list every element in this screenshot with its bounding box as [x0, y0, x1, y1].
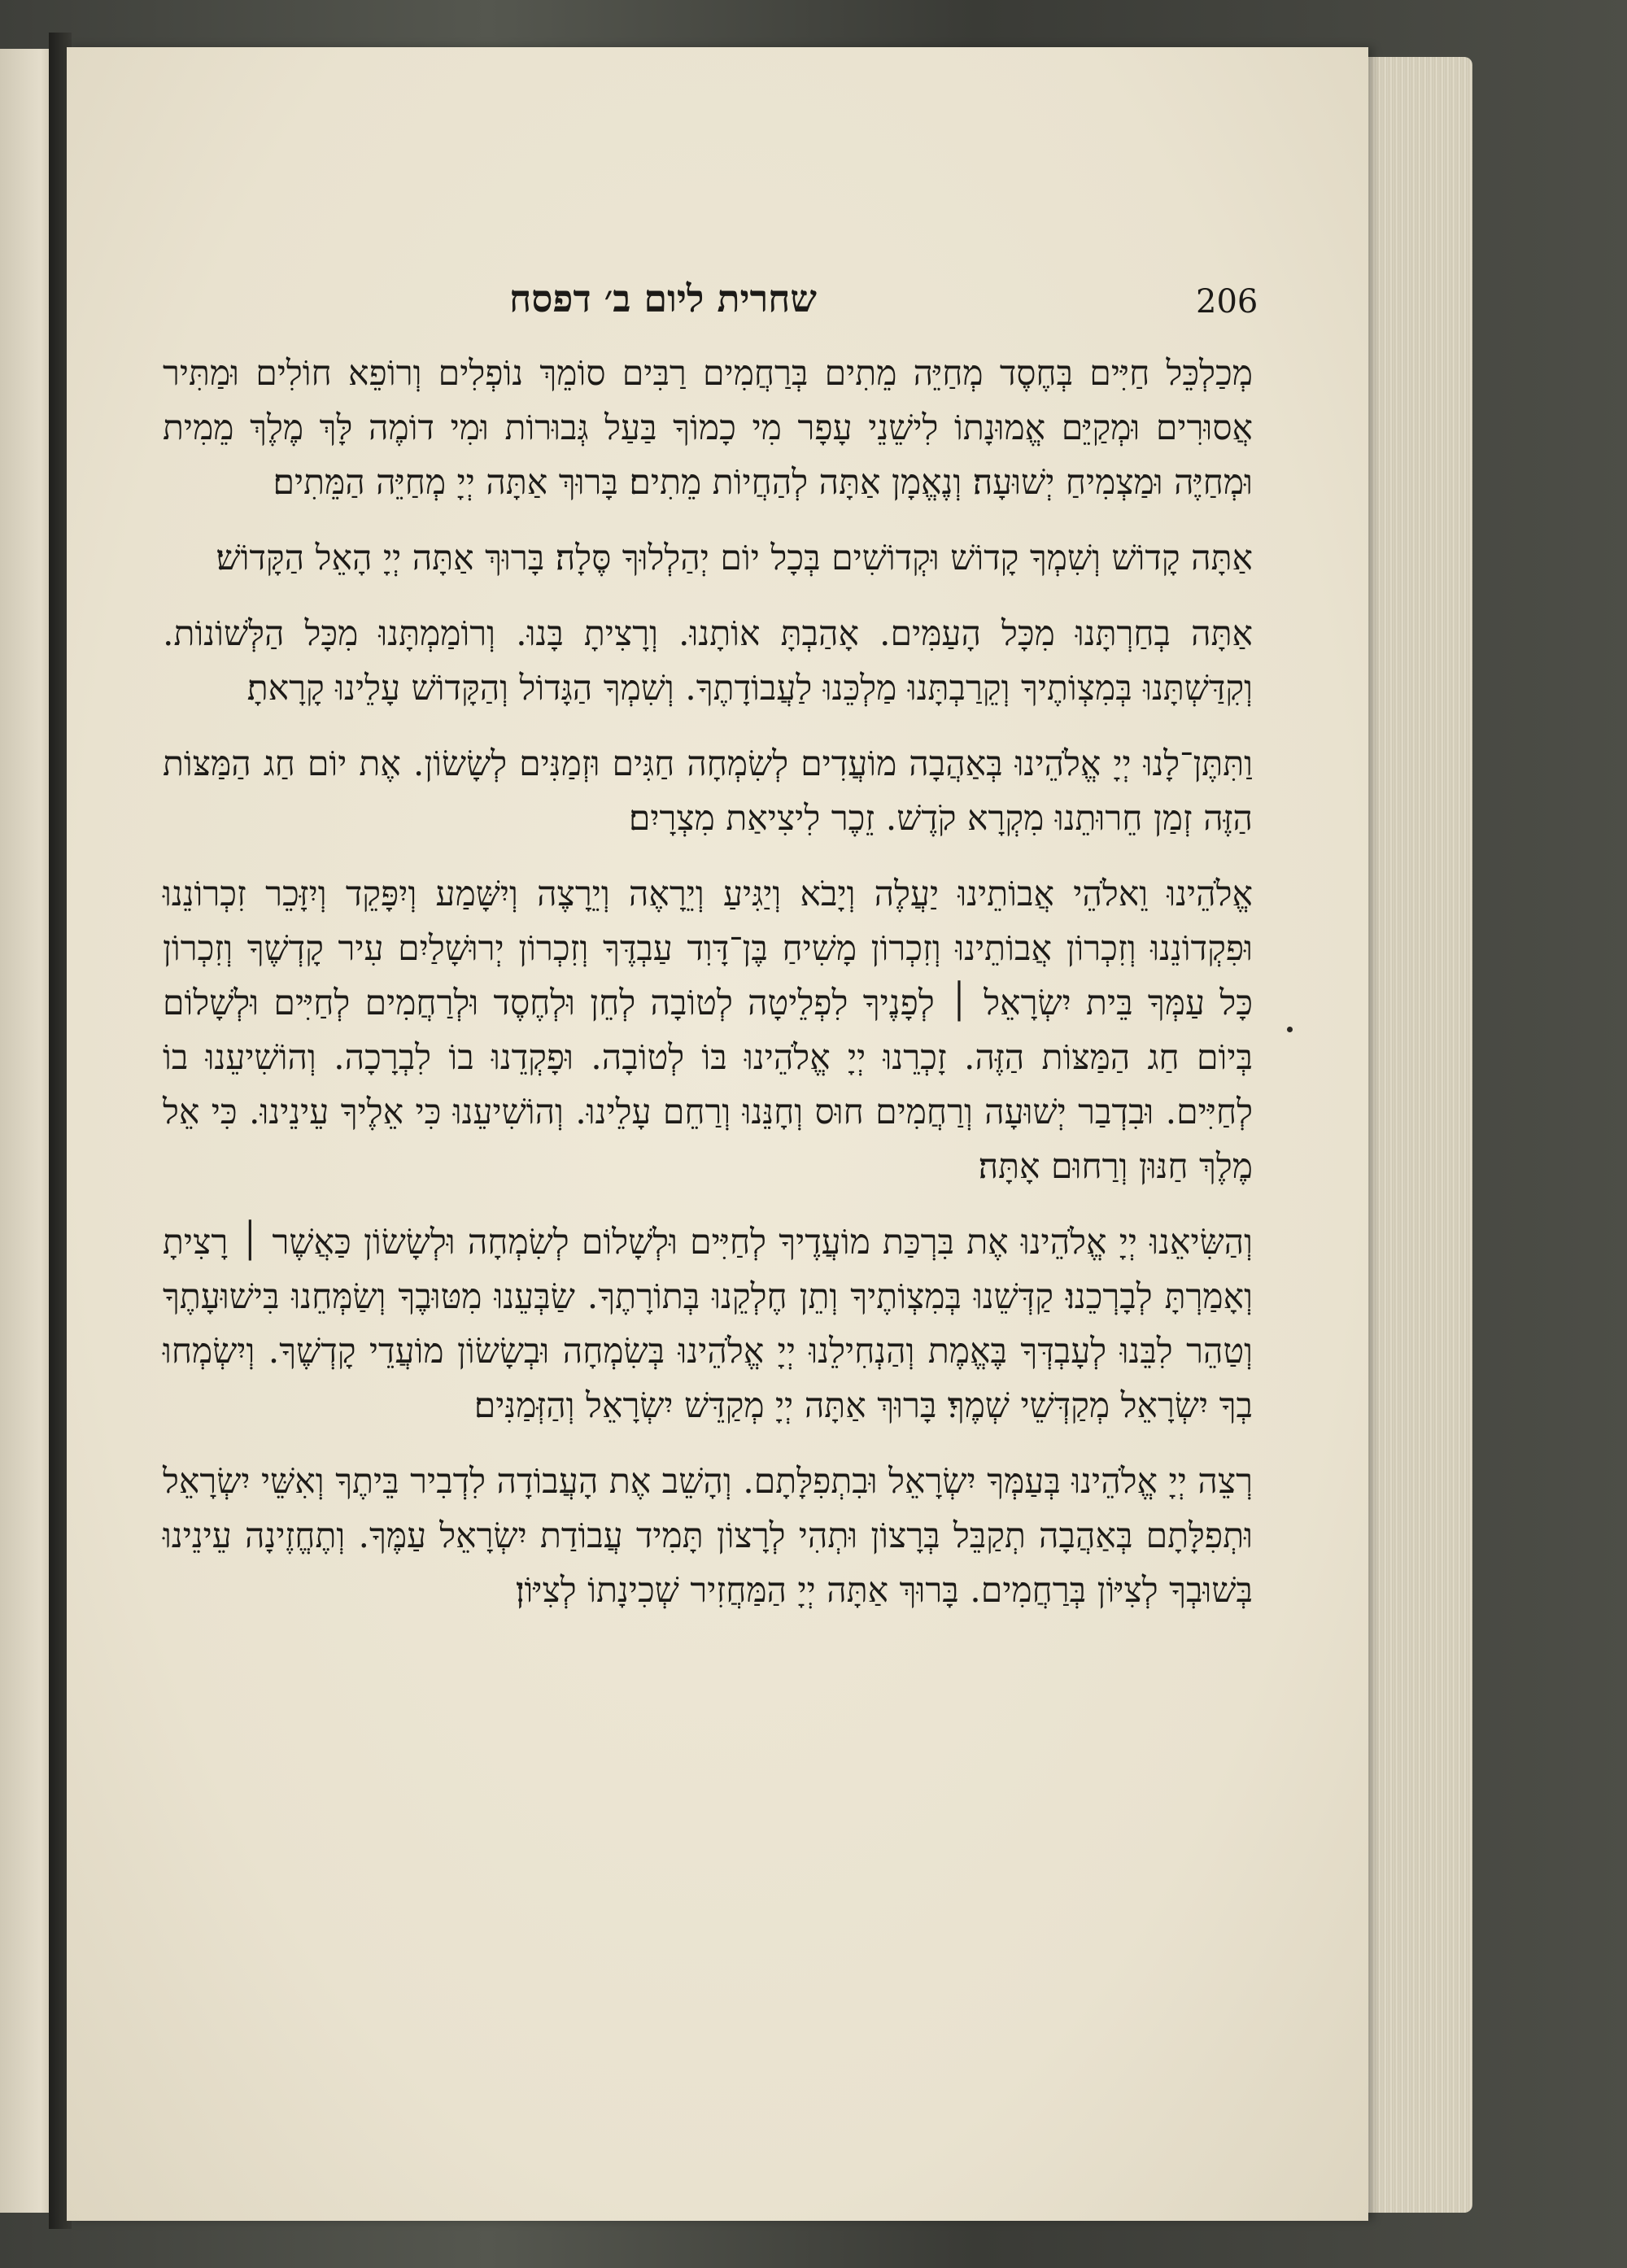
- paragraph-vatiten-lanu: וַתִּתֶּן־לָנוּ יְיָ אֱלֹהֵינוּ בְּאַהֲבָה מוֹעֲדִים לְשִׂמְחָה חַגִּים וּזְמַנִּים לְשָׂשׂוֹן. אֶת יוֹם חַג הַמַּצּוֹת הַזֶּה זְמַן חֵרוּתֵנוּ מִקְרָא קֹדֶשׁ. זֵכֶר לִיצִיאַת מִצְרָיִם׃: [163, 744, 1253, 839]
- margin-dot: [1287, 1027, 1293, 1032]
- paragraph-gevurot: מְכַלְכֵּל חַיִּים בְּחֶסֶד מְחַיֵּה מֵתִים בְּרַחֲמִים רַבִּים סוֹמֵךְ נוֹפְלִים וְרוֹפֵא חוֹלִים וּמַתִּיר אֲסוּרִים וּמְקַיֵּם אֱמוּנָתוֹ לִישֵׁנֵי עָפָר מִי כָמוֹךָ בַּעַל גְּבוּרוֹת וּמִי דוֹמֶה לָּךְ מֶלֶךְ מֵמִית וּמְחַיֶּה וּמַצְמִיחַ יְשׁוּעָה׃ וְנֶאֱמָן אַתָּה לְהַחֲיוֹת מֵתִים׃ בָּרוּךְ אַתָּה יְיָ מְחַיֵּה הַמֵּתִים׃: [163, 354, 1253, 503]
- page-header: [163, 277, 1258, 335]
- page-number: 206: [1196, 283, 1258, 321]
- book-page: [67, 47, 1368, 2221]
- running-title: שחרית ליום ב׳ דפסח: [509, 277, 817, 321]
- paragraph-retzeh: רְצֵה יְיָ אֱלֹהֵינוּ בְּעַמְּךָ יִשְׂרָאֵל וּבִתְפִלָּתָם. וְהָשֵׁב אֶת הָעֲבוֹדָה לִדְבִיר בֵּיתֶךָ וְאִשֵּׁי יִשְׂרָאֵל וּתְפִלָּתָם בְּאַהֲבָה תְקַבֵּל בְּרָצוֹן וּתְהִי לְרָצוֹן תָּמִיד עֲבוֹדַת יִשְׂרָאֵל עַמֶּךָ. וְתֶחֱזֶינָה עֵינֵינוּ בְּשׁוּבְךָ לְצִיּוֹן בְּרַחֲמִים. בָּרוּךְ אַתָּה יְיָ הַמַּחֲזִיר שְׁכִינָתוֹ לְצִיּוֹן׃: [163, 1462, 1253, 1611]
- paragraph-yaaleh-veyavo: אֱלֹהֵינוּ וֵאלֹהֵי אֲבוֹתֵינוּ יַעֲלֶה וְיָבֹא וְיַגִּיעַ וְיֵרָאֶה וְיֵרָצֶה וְיִשָּׁמַע וְיִפָּקֵד וְיִזָּכֵר זִכְרוֹנֵנוּ וּפִקְדוֹנֵנוּ וְזִכְרוֹן אֲבוֹתֵינוּ וְזִכְרוֹן מָשִׁיחַ בֶּן־דָּוִד עַבְדֶּךָ וְזִכְרוֹן יְרוּשָׁלַיִם עִיר קָדְשֶׁךָ וְזִכְרוֹן כָּל עַמְּךָ בֵּית יִשְׂרָאֵל ׀ לְפָנֶיךָ לִפְלֵיטָה לְטוֹבָה לְחֵן וּלְחֶסֶד וּלְרַחֲמִים לְחַיִּים וּלְשָׁלוֹם בְּיוֹם חַג הַמַּצּוֹת הַזֶּה. זָכְרֵנוּ יְיָ אֱלֹהֵינוּ בּוֹ לְטוֹבָה. וּפָקְדֵנוּ בוֹ לִבְרָכָה. וְהוֹשִׁיעֵנוּ בוֹ לְחַיִּים. וּבִדְבַר יְשׁוּעָה וְרַחֲמִים חוּס וְחָנֵּנוּ וְרַחֵם עָלֵינוּ. וְהוֹשִׁיעֵנוּ כִּי אֵלֶיךָ עֵינֵינוּ. כִּי אֵל מֶלֶךְ חַנּוּן וְרַחוּם אָתָּה׃: [163, 874, 1253, 1187]
- paragraph-vehasienu: וְהַשִּׂיאֵנוּ יְיָ אֱלֹהֵינוּ אֶת בִּרְכַּת מוֹעֲדֶיךָ לְחַיִּים וּלְשָׁלוֹם לְשִׂמְחָה וּלְשָׂשׂוֹן כַּאֲשֶׁר ׀ רָצִיתָ וְאָמַרְתָּ לְבָרְכֵנוּ׃ קַדְּשֵׁנוּ בְּמִצְוֹתֶיךָ וְתֵן חֶלְקֵנוּ בְּתוֹרָתֶךָ. שַׂבְּעֵנוּ מִטּוּבֶךָ וְשַׂמְּחֵנוּ בִּישׁוּעָתֶךָ וְטַהֵר לִבֵּנוּ לְעָבְדְּךָ בֶּאֱמֶת וְהַנְחִילֵנוּ יְיָ אֱלֹהֵינוּ בְּשִׂמְחָה וּבְשָׂשׂוֹן מוֹעֲדֵי קָדְשֶׁךָ. וְיִשְׂמְחוּ בְךָ יִשְׂרָאֵל מְקַדְּשֵׁי שְׁמֶךָ׃ בָּרוּךְ אַתָּה יְיָ מְקַדֵּשׁ יִשְׂרָאֵל וְהַזְּמַנִּים׃: [163, 1223, 1253, 1426]
- page-text-block: [163, 277, 1258, 1618]
- paragraph-kedushat-hashem: אַתָּה קָדוֹשׁ וְשִׁמְךָ קָדוֹשׁ וּקְדוֹשִׁים בְּכָל יוֹם יְהַלְלוּךָ סֶּלָה׃ בָּרוּךְ אַתָּה יְיָ הָאֵל הַקָּדוֹשׁ׃: [216, 539, 1253, 578]
- paragraph-atah-vechartanu: אַתָּה בְחַרְתָּנוּ מִכָּל הָעַמִּים. אָהַבְתָּ אוֹתָנוּ. וְרָצִיתָ בָּנוּ. וְרוֹמַמְתָּנוּ מִכָּל הַלְּשׁוֹנוֹת. וְקִדַּשְׁתָּנוּ בְּמִצְוֹתֶיךָ וְקֵרַבְתָּנוּ מַלְכֵּנוּ לַעֲבוֹדָתֶךָ. וְשִׁמְךָ הַגָּדוֹל וְהַקָּדוֹשׁ עָלֵינוּ קָרָאתָ׃: [163, 614, 1253, 709]
- page-edges: [1359, 57, 1472, 2213]
